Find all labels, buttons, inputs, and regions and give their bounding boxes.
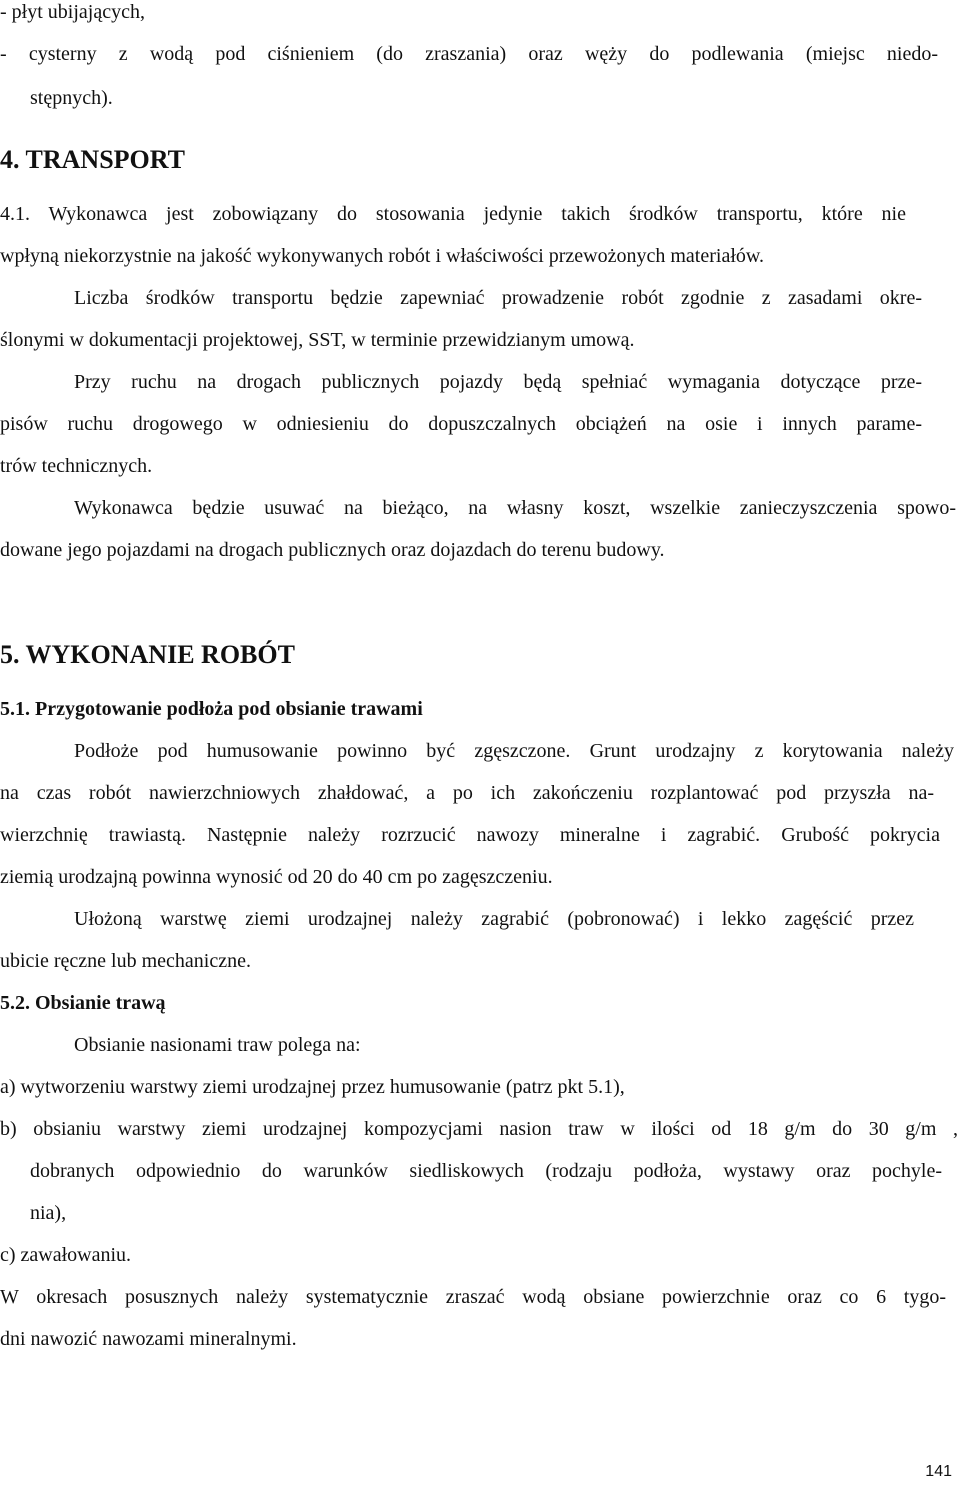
bullet-line-continuation: stępnych).	[30, 87, 113, 109]
list-item-continuation: dobranych odpowiednio do warunków siedliskowych (rodzaju podłoża, wystawy oraz pochyle-	[30, 1160, 942, 1182]
paragraph-line: Podłoże pod humusowanie powinno być zgęszczone. Grunt urodzajny z korytowania należy	[74, 740, 954, 762]
paragraph-line: pisów ruchu drogowego w odniesieniu do dopuszczalnych obciążeń na osie i innych parame-	[0, 413, 922, 435]
subsection-heading: 5.2. Obsianie trawą	[0, 992, 166, 1014]
list-item: c) zawałowaniu.	[0, 1244, 132, 1266]
section-heading-execution: 5. WYKONANIE ROBÓT	[0, 640, 295, 669]
paragraph-line: Obsianie nasionami traw polega na:	[74, 1034, 361, 1056]
paragraph-line: dni nawozić nawozami mineralnymi.	[0, 1328, 297, 1350]
bullet-line: - płyt ubijających,	[0, 1, 145, 23]
paragraph-line: trów technicznych.	[0, 455, 153, 477]
paragraph-line: Wykonawca będzie usuwać na bieżąco, na własny koszt, wszelkie zanieczyszczenia spowo-	[74, 497, 956, 519]
bullet-line: - cysterny z wodą pod ciśnieniem (do zraszania) oraz węży do podlewania (miejsc niedo-	[0, 43, 938, 65]
paragraph-line: na czas robót nawierzchniowych zhałdować, a po ich zakończeniu rozplantować pod przyszła na-	[0, 782, 934, 804]
paragraph-line: ubicie ręczne lub mechaniczne.	[0, 950, 251, 972]
paragraph-line: ślonymi w dokumentacji projektowej, SST, w terminie przewidzianym umową.	[0, 329, 635, 351]
section-heading-transport: 4. TRANSPORT	[0, 145, 185, 174]
paragraph-line: ziemią urodzajną powinna wynosić od 20 do 40 cm po zagęszczeniu.	[0, 866, 553, 888]
list-item: b) obsianiu warstwy ziemi urodzajnej kompozycjami nasion traw w ilości od 18 g/m do 30 g/m ,	[0, 1118, 958, 1140]
paragraph-line: wierzchnię trawiastą. Następnie należy rozrzucić nawozy mineralne i zagrabić. Grubość pokrycia	[0, 824, 940, 846]
paragraph-line: wpłyną niekorzystnie na jakość wykonywanych robót i właściwości przewożonych materiałów.	[0, 245, 765, 267]
paragraph-line: Ułożoną warstwę ziemi urodzajnej należy zagrabić (pobronować) i lekko zagęścić przez	[74, 908, 914, 930]
list-item: a) wytworzeniu warstwy ziemi urodzajnej przez humusowanie (patrz pkt 5.1),	[0, 1076, 625, 1098]
paragraph-line: dowane jego pojazdami na drogach publicznych oraz dojazdach do terenu budowy.	[0, 539, 665, 561]
page-number: 141	[925, 1463, 952, 1480]
paragraph-line: Przy ruchu na drogach publicznych pojazdy będą spełniać wymagania dotyczące prze-	[74, 371, 922, 393]
paragraph-line: W okresach posusznych należy systematycznie zraszać wodą obsiane powierzchnie oraz co 6 tygo-	[0, 1286, 946, 1308]
list-item-continuation: nia),	[30, 1202, 67, 1224]
subsection-heading: 5.1. Przygotowanie podłoża pod obsianie trawami	[0, 698, 423, 720]
paragraph-line: Liczba środków transportu będzie zapewniać prowadzenie robót zgodnie z zasadami okre-	[74, 287, 922, 309]
paragraph-line: 4.1. Wykonawca jest zobowiązany do stosowania jedynie takich środków transportu, które nie	[0, 203, 906, 225]
